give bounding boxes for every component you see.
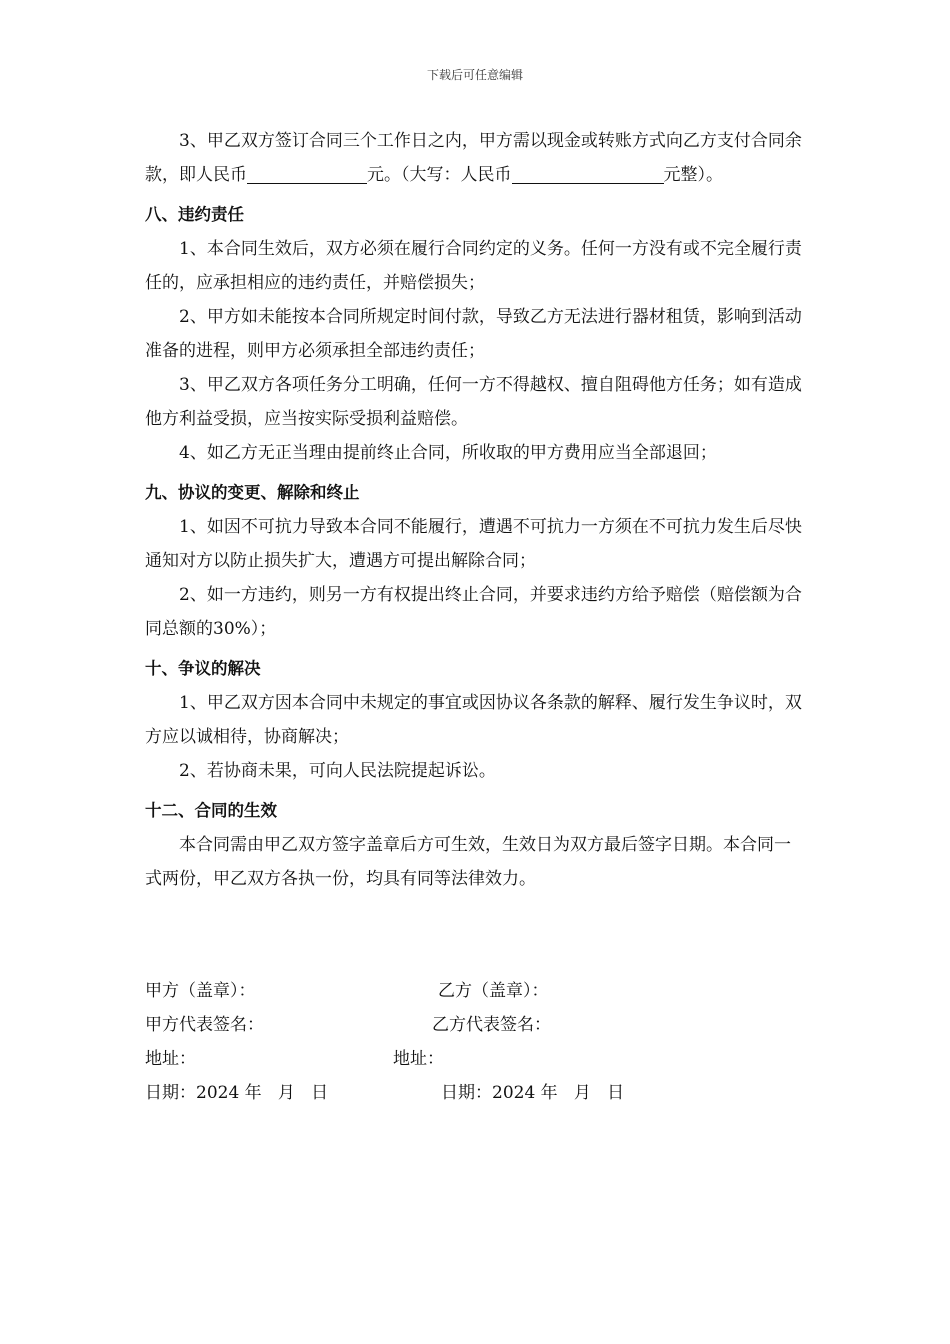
- party-a-rep-label: 甲方代表签名：: [145, 1015, 264, 1035]
- section-title-dispute: 十、争议的解决: [145, 659, 261, 678]
- party-b-address-label: 地址：: [393, 1049, 444, 1069]
- section-title-change: 九、协议的变更、解除和终止: [145, 483, 360, 502]
- section-title-effect: 十二、合同的生效: [145, 801, 277, 820]
- payment-text-1: 3、甲乙双方签订合同三个工作日之内，甲方需以现金或转账方式向乙方支付合同余款，即人民币: [145, 131, 802, 185]
- party-a-seal-label: 甲方（盖章）：: [145, 981, 256, 1001]
- breach-clause-2: 2、甲方如未能按本合同所规定时间付款，导致乙方无法进行器材租赁，影响到活动准备的进程，则甲方必须承担全部违约责任；: [145, 307, 802, 361]
- party-a-address-label: 地址：: [145, 1049, 196, 1069]
- page-header-note: 下载后可任意编辑: [426, 68, 523, 82]
- party-b-date-label: 日期：2024 年 月 日: [441, 1083, 625, 1103]
- section-title-breach: 八、违约责任: [145, 205, 244, 224]
- amount-blank: [247, 163, 367, 184]
- amount-words-blank: [512, 163, 664, 184]
- party-a-date-label: 日期：2024 年 月 日: [145, 1083, 329, 1103]
- change-clause-2: 2、如一方违约，则另一方有权提出终止合同，并要求违约方给予赔偿（赔偿额为合同总额的30%）；: [145, 585, 802, 639]
- dispute-clause-2: 2、若协商未果，可向人民法院提起诉讼。: [179, 761, 496, 781]
- seal-row: [145, 974, 807, 1008]
- change-clause-1: 1、如因不可抗力导致本合同不能履行，遭遇不可抗力一方须在不可抗力发生后尽快通知对方以防止损失扩大，遭遇方可提出解除合同；: [145, 517, 802, 571]
- address-row: [145, 1042, 807, 1076]
- date-row: [145, 1076, 807, 1110]
- party-b-rep-label: 乙方代表签名：: [432, 1015, 551, 1035]
- payment-text-2: 元。（大写：人民币: [367, 165, 512, 185]
- breach-clause-1: 1、本合同生效后，双方必须在履行合同约定的义务。任何一方没有或不完全履行责任的，应承担相应的违约责任，并赔偿损失；: [145, 239, 802, 293]
- payment-text-3: 元整）。: [663, 165, 723, 185]
- signature-block: [145, 974, 807, 1110]
- payment-clause: [145, 124, 807, 192]
- representative-row: [145, 1008, 807, 1042]
- effect-clause: 本合同需由甲乙双方签字盖章后方可生效，生效日为双方最后签字日期。本合同一式两份，甲乙双方各执一份，均具有同等法律效力。: [145, 835, 791, 889]
- party-b-seal-label: 乙方（盖章）：: [438, 981, 549, 1001]
- dispute-clause-1: 1、甲乙双方因本合同中未规定的事宜或因协议各条款的解释、履行发生争议时，双方应以诚相待，协商解决；: [145, 693, 802, 747]
- breach-clause-3: 3、甲乙双方各项任务分工明确，任何一方不得越权、擅自阻碍他方任务；如有造成他方利益受损，应当按实际受损利益赔偿。: [145, 375, 802, 429]
- contract-body: [145, 124, 807, 896]
- breach-clause-4: 4、如乙方无正当理由提前终止合同，所收取的甲方费用应当全部退回；: [179, 443, 717, 463]
